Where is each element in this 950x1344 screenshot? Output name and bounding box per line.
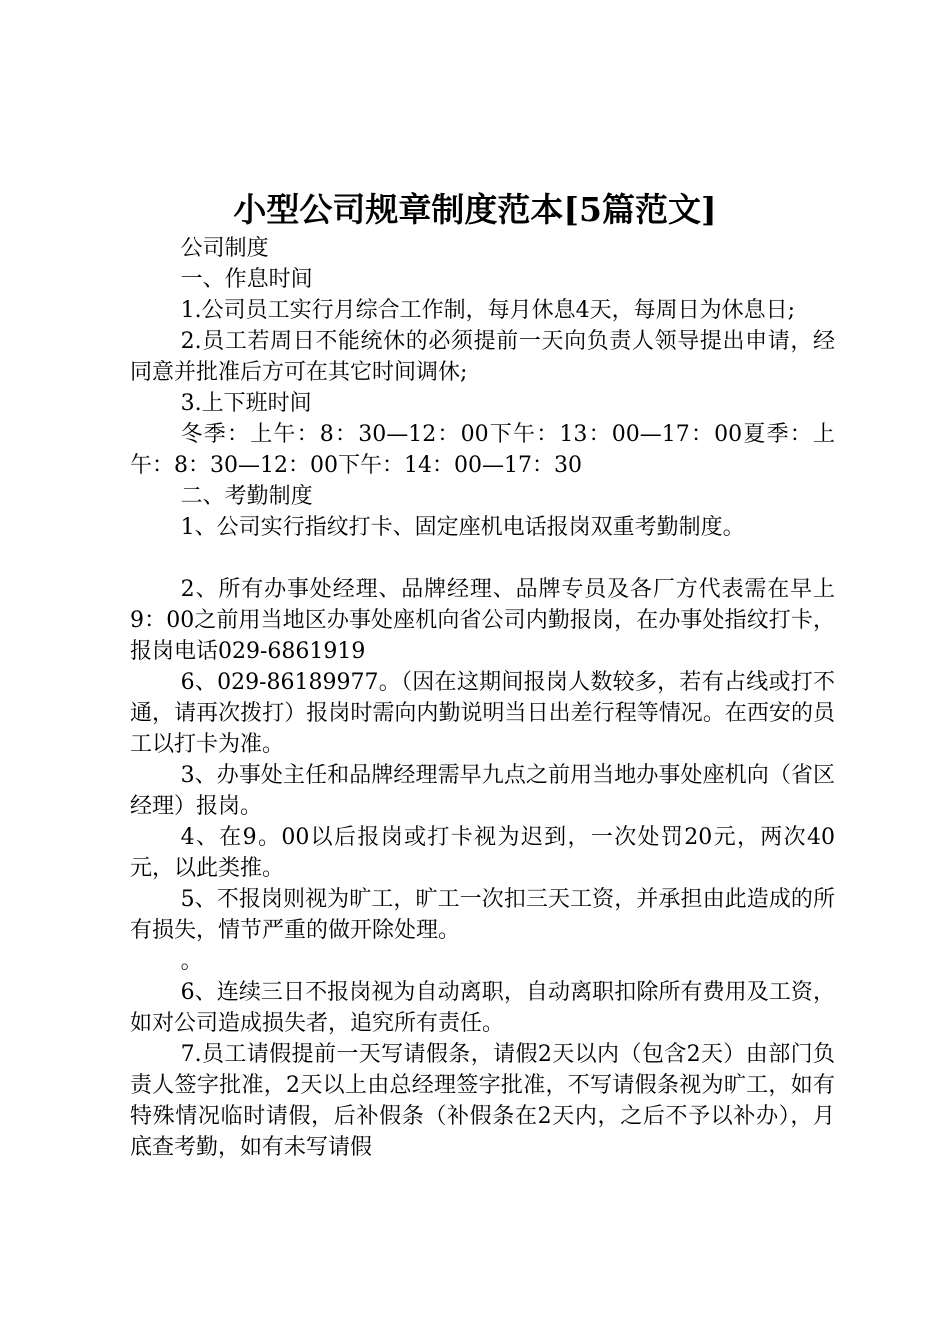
paragraph-work-system: 1.公司员工实行月综合工作制，每月休息4天，每周日为休息日; [180, 298, 795, 323]
paragraph-attendance-7: 7.员工请假提前一天写请假条，请假2天以内（包含2天）由部门负责人签字批准，2天以上由总经理签字批准，不写请假条视为旷工，如有特殊情况临时请假，后补假条（补假条在2天内，之后不予以补办），月底查考勤，如有未写请假 [130, 1042, 835, 1160]
paragraph-leave-application: 2.员工若周日不能统休的必须提前一天向负责人领导提出申请，经同意并批准后方可在其它时间调休; [130, 329, 835, 385]
document-title: 小型公司规章制度范本[5篇范文] [233, 190, 717, 229]
paragraph-company-policy: 公司制度 [180, 236, 269, 261]
paragraph-attendance-5: 5、不报岗则视为旷工，旷工一次扣三天工资，并承担由此造成的所有损失，情节严重的做开除处理。 [130, 887, 835, 943]
paragraph-period-mark: 。 [180, 949, 203, 974]
paragraph-office-hours-heading: 3.上下班时间 [180, 391, 312, 416]
paragraph-attendance-3: 3、办事处主任和品牌经理需早九点之前用当地办事处座机向（省区经理）报岗。 [130, 763, 835, 819]
paragraph-office-hours: 冬季：上午：8：30—12：00下午：13：00—17：00夏季：上午：8：30—12：00下午：14：00—17：30 [130, 422, 835, 478]
heading-attendance: 二、考勤制度 [180, 484, 313, 509]
paragraph-attendance-1: 1、公司实行指纹打卡、固定座机电话报岗双重考勤制度。 [180, 515, 745, 540]
paragraph-attendance-6-phone: 6、029-86189977。（因在这期间报岗人数较多，若有占线或打不通，请再次拨打）报岗时需向内勤说明当日出差行程等情况。在西安的员工以打卡为准。 [130, 670, 835, 757]
document-body [130, 233, 835, 1163]
paragraph-attendance-6: 6、连续三日不报岗视为自动离职，自动离职扣除所有费用及工资，如对公司造成损失者，追究所有责任。 [130, 980, 835, 1036]
heading-work-hours: 一、作息时间 [180, 267, 313, 292]
paragraph-attendance-2: 2、所有办事处经理、品牌经理、品牌专员及各厂方代表需在早上9：00之前用当地区办事处座机向省公司内勤报岗，在办事处指纹打卡，报岗电话029-6861919 [130, 577, 835, 664]
paragraph-attendance-4: 4、在9。00以后报岗或打卡视为迟到，一次处罚20元，两次40元，以此类推。 [130, 825, 835, 881]
